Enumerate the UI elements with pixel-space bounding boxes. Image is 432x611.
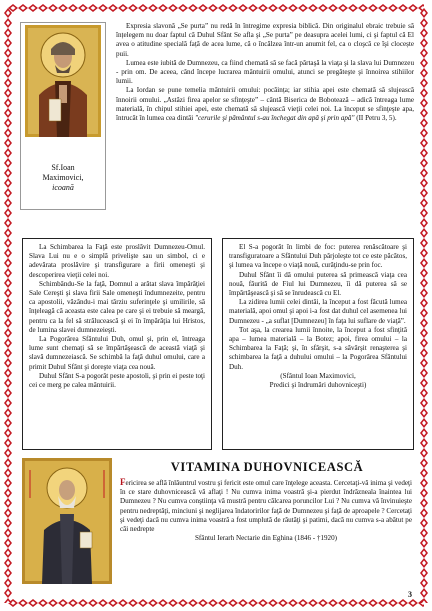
mid-right-paragraph-2: Duhul Sfânt îi dă omului puterea să primească viaţa cea nouă, făurită de Fiul lui Dumnezeu, îi dă puterea să se împărtăşească şi să se înrudească cu El. bbox=[229, 270, 407, 298]
mid-right-paragraph-1: El S-a pogorât în limbi de foc: puterea renăscătoare şi transfiguratoare a Sfântului Duh pârjoleşte tot ce este păcătos, şi lumea va începe o viaţă nouă, curăţindu-se prin foc. bbox=[229, 243, 407, 270]
top-quote-ref: (II Petru 3, 5). bbox=[354, 114, 397, 123]
top-paragraph-1: Expresia slavonă „Se purta” nu redă în întregime expresia biblică. Din originalul ebraic trebuie să înțelegem nu doar faptul că Duhul Sfânt Se afla şi „Se purta” pe deasupra acelei lumi, ci şi faptul că El avea o atitudine specială față de acea lume, că o încălzea într-un anumit fel, ca o cloşcă ce îşi clocește puii. bbox=[116, 22, 414, 58]
middle-left-column bbox=[22, 238, 212, 450]
top-paragraph-3-text: La Iordan se pune temelia mântuirii omului: pocăința; iar stihia apei este chemată să slujească înnoirii omului. „Astăzi firea apelor se sfințeşte” – cântă Biserica de Bobotează – adică întreaga lume materială, în chipul stihiei apei, este chemată să slujească vieţii celei noi. La început se sfinţeşte apa, întrucât în lumea cea dintâi bbox=[116, 86, 414, 123]
saint-nectarios-icon bbox=[22, 458, 112, 584]
mid-left-paragraph-2: Schimbându-Se la faţă, Domnul a arătat slava împărăţiei Sale Cereşti şi slava firii Sale omeneşti îndumnezeite, pentru ca apostolii, văzându-i mai târziu suferinţele şi umilirile, să înţeleagă că aceasta este calea pe care şi ei trebuie să meargă, pentru ca la fel să strălucească şi ei în împărăţia lui Hristos, de lumina slavei dumnezeieşti. bbox=[29, 279, 205, 334]
icon-caption bbox=[21, 163, 105, 193]
border-right bbox=[420, 8, 428, 603]
bottom-paragraph-text: ericirea se află înlăuntrul vostru şi fericit este omul care înţelege aceasta. Cercetaţi-vă inima şi vedeţi în ce stare duhovnicească vă aflaţi ! Nu cumva inima voastră şi-a pierdut îndrăzneala înaintea lui Dumnezeu ? Nu cumva conştiinţa vă mustră pentru călcarea poruncilor Lui ? Nu cumva vă învinuieşte pentru nedreptăţi, minciuni şi neglijarea îndatoririlor faţă de Dumnezeu şi faţă de aproapele ? Cercetaţi şi vedeţi dacă nu cumva inima voastră a fost umplută de răutăţi şi patimi, dacă nu cumva s-a abătut pe căi nedrepte bbox=[120, 479, 412, 534]
mid-left-paragraph-4: Duhul Sfânt S-a pogorât peste apostoli, şi prin ei peste toţi cei ce merg pe calea mântuirii. bbox=[29, 371, 205, 390]
page-number: 3 bbox=[408, 590, 412, 599]
border-left bbox=[4, 8, 12, 603]
bottom-section bbox=[22, 458, 414, 602]
mid-right-signature-2: Predici şi îndrumări duhovniceşti) bbox=[269, 381, 367, 390]
caption-name: Sf.Ioan bbox=[51, 163, 75, 172]
saint-john-icon bbox=[25, 25, 101, 137]
top-paragraph-2: Lumea este iubită de Dumnezeu, ca fiind chemată să se facă părtaşă la viaţa şi la slava lui Dumnezeu - prin om. De aceea, când începe lucrarea mântuirii omului, atunci se pregăteşte şi înnoirea stihiilor lumii. bbox=[116, 58, 414, 86]
caption-surname: Maximovici, bbox=[42, 173, 84, 182]
bottom-signature: Sfântul Ierarh Nectarie din Eghina (1846 - †1920) bbox=[194, 534, 338, 543]
mid-right-paragraph-4: Tot aşa, la crearea lumii înnoite, la început a fost sfinţită apa – lumea materială – la Botez; apoi, firea omului – la Schimbarea la Faţă; şi, în sfârşit, s-a săvârşit renaşterea şi schimbarea la faţă a duhului omului – la Pogorârea Sfântului Duh. bbox=[229, 325, 407, 371]
top-quote: "cerurile şi pământul s-au închegat din apă şi prin apă" bbox=[194, 114, 355, 123]
caption-label: icoană bbox=[52, 183, 74, 192]
mid-left-paragraph-1: La Schimbarea la Faţă este proslăvit Dumnezeu-Omul. Slava Lui nu e o simplă privelişte sau un simbol, ci e adevărata proslăvire şi transfigurare a firii omeneşti şi descoperirea vieţii celei noi. bbox=[29, 243, 205, 279]
top-article bbox=[116, 22, 414, 123]
bottom-title: VITAMINA DUHOVNICEASCĂ bbox=[170, 460, 364, 474]
top-section bbox=[20, 22, 414, 234]
mid-right-signature-1: (Sfântul Ioan Maximovici, bbox=[280, 371, 356, 380]
mid-right-paragraph-3: La zidirea lumii celei dintâi, la început a fost făcută lumea materială, apoi omul şi apoi i-a fost dat duhul cel asemenea lui Dumnezeu - „a suflat [Dumnezeu] în faţa lui suflare de viaţă”. bbox=[229, 298, 407, 325]
mid-left-paragraph-3: La Pogorârea Sfântului Duh, omul şi, prin el, întreaga lume sunt chemaţi să se împărtăşească de această viaţă şi slavă dumnezeiască. Se schimbă la faţă duhul omului, care a primit Duhul Sfânt şi doreşte viaţa cea nouă. bbox=[29, 335, 205, 371]
top-paragraph-3 bbox=[116, 86, 414, 123]
bottom-paragraph bbox=[120, 478, 412, 534]
bottom-article bbox=[120, 478, 412, 543]
middle-right-column bbox=[222, 238, 414, 450]
drop-cap: F bbox=[120, 477, 126, 487]
icon-box bbox=[20, 22, 106, 210]
border-top bbox=[8, 4, 424, 12]
